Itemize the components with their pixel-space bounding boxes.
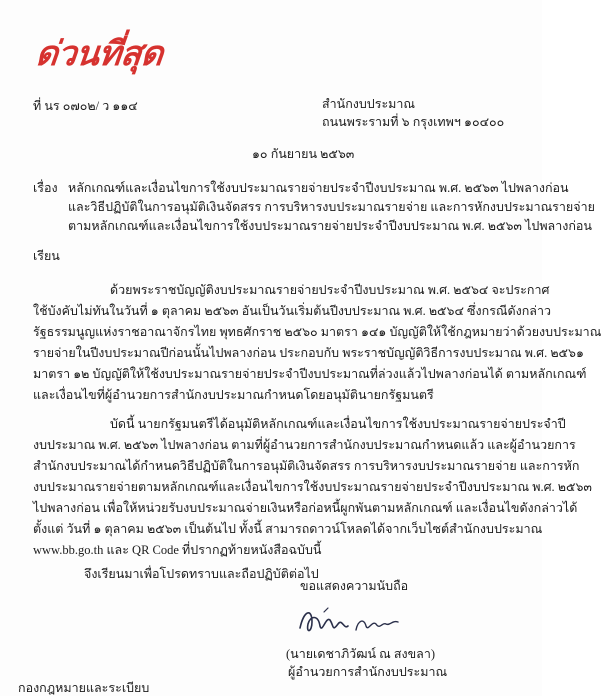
paragraph-1-line: รายจ่ายในปีงบประมาณปีก่อนนั้นไปพลางก่อน ประกอบกับ พระราชบัญญัติวิธีการงบประมาณ พ.ศ. ๒๕๖๑ (33, 346, 584, 360)
subject-line-2: และวิธีปฏิบัติในการอนุมัติเงินจัดสรร การบริหารงบประมาณรายจ่าย และการหักงบประมาณรายจ่าย (68, 200, 595, 214)
signer-title: ผู้อำนวยการสำนักงบประมาณ (288, 665, 448, 679)
signoff: ขอแสดงความนับถือ (300, 579, 409, 593)
paragraph-1-line: ด้วยพระราชบัญญัติงบประมาณรายจ่ายประจำปีงบประมาณ พ.ศ. ๒๕๖๔ จะประกาศ (110, 283, 550, 297)
urgent-stamp: ด่วนที่สุด (33, 36, 165, 73)
handwritten-signature (294, 604, 404, 640)
closing-request: จึงเรียนมาเพื่อโปรดทราบและถือปฏิบัติต่อไป (84, 567, 319, 581)
paragraph-2-line: บัดนี้ นายกรัฐมนตรีได้อนุมัติหลักเกณฑ์และเงื่อนไขการใช้งบประมาณรายจ่ายประจำปี (110, 417, 566, 431)
issuing-office: สำนักงบประมาณ (322, 97, 416, 111)
paragraph-1-line: รัฐธรรมนูญแห่งราชอาณาจักรไทย พุทธศักราช ๒๕๖๐ มาตรา ๑๔๑ บัญญัติให้ใช้กฎหมายว่าด้วยงบประมาณ (33, 325, 601, 339)
paragraph-1-line: ใช้บังคับไม่ทันในวันที่ ๑ ตุลาคม ๒๕๖๓ อันเป็นวันเริ่มต้นปีงบประมาณ พ.ศ. ๒๕๖๔ ซึ่งกรณีดังกล่าว (33, 304, 551, 318)
paragraph-2-line: ไปพลางก่อน เพื่อให้หน่วยรับงบประมาณจ่ายเงินหรือก่อหนี้ผูกพันตามหลักเกณฑ์ และเงื่อนไขดังกล่าวได้ (33, 501, 578, 515)
paragraph-2-line: ตั้งแต่ วันที่ ๑ ตุลาคม ๒๕๖๓ เป็นต้นไป ทั้งนี้ สามารถดาวน์โหลดได้จากเว็บไซต์สำนักงบประมาณ (33, 522, 543, 536)
footer-division: กองกฎหมายและระเบียบ (18, 681, 150, 695)
signer-name: (นายเดชาภิวัฒน์ ณ สงขลา) (286, 647, 436, 661)
office-address: ถนนพระรามที่ ๖ กรุงเทพฯ ๑๐๔๐๐ (322, 115, 505, 129)
paragraph-1-line: มาตรา ๑๒ บัญญัติให้ใช้งบประมาณรายจ่ายประจำปีงบประมาณที่ล่วงแล้วไปพลางก่อนได้ ตามหลักเกณฑ์ (33, 367, 587, 381)
paragraph-2-line: งบประมาณรายจ่ายตามหลักเกณฑ์และเงื่อนไขการใช้งบประมาณรายจ่ายประจำปีงบประมาณ พ.ศ. ๒๕๖๓ (33, 480, 592, 494)
paragraph-2-line: www.bb.go.th และ QR Code ที่ปรากฏท้ายหนังสือฉบับนี้ (33, 543, 322, 557)
salutation: เรียน (33, 249, 60, 263)
paragraph-2-line: สำนักงบประมาณได้กำหนดวิธีปฏิบัติในการอนุมัติเงินจัดสรร การบริหารงบประมาณรายจ่าย และการหัก (33, 459, 580, 473)
paragraph-1-line: และเงื่อนไขที่ผู้อำนวยการสำนักงบประมาณกำหนดโดยอนุมัตินายกรัฐมนตรี (33, 388, 434, 402)
subject-line-1: หลักเกณฑ์และเงื่อนไขการใช้งบประมาณรายจ่ายประจำปีงบประมาณ พ.ศ. ๒๕๖๓ ไปพลางก่อน (68, 181, 569, 195)
subject-label: เรื่อง (33, 181, 58, 195)
reference-number: ที่ นร ๐๗๐๒/ ว ๑๑๔ (33, 99, 138, 113)
document-date: ๑๐ กันยายน ๒๕๖๓ (252, 147, 355, 161)
subject-line-3: ตามหลักเกณฑ์และเงื่อนไขการใช้งบประมาณรายจ่ายประจำปีงบประมาณ พ.ศ. ๒๕๖๓ ไปพลางก่อน (68, 219, 592, 233)
paragraph-2-line: งบประมาณ พ.ศ. ๒๕๖๓ ไปพลางก่อน ตามที่ผู้อำนวยการสำนักงบประมาณกำหนดแล้ว และผู้อำนวยการ (33, 438, 576, 452)
